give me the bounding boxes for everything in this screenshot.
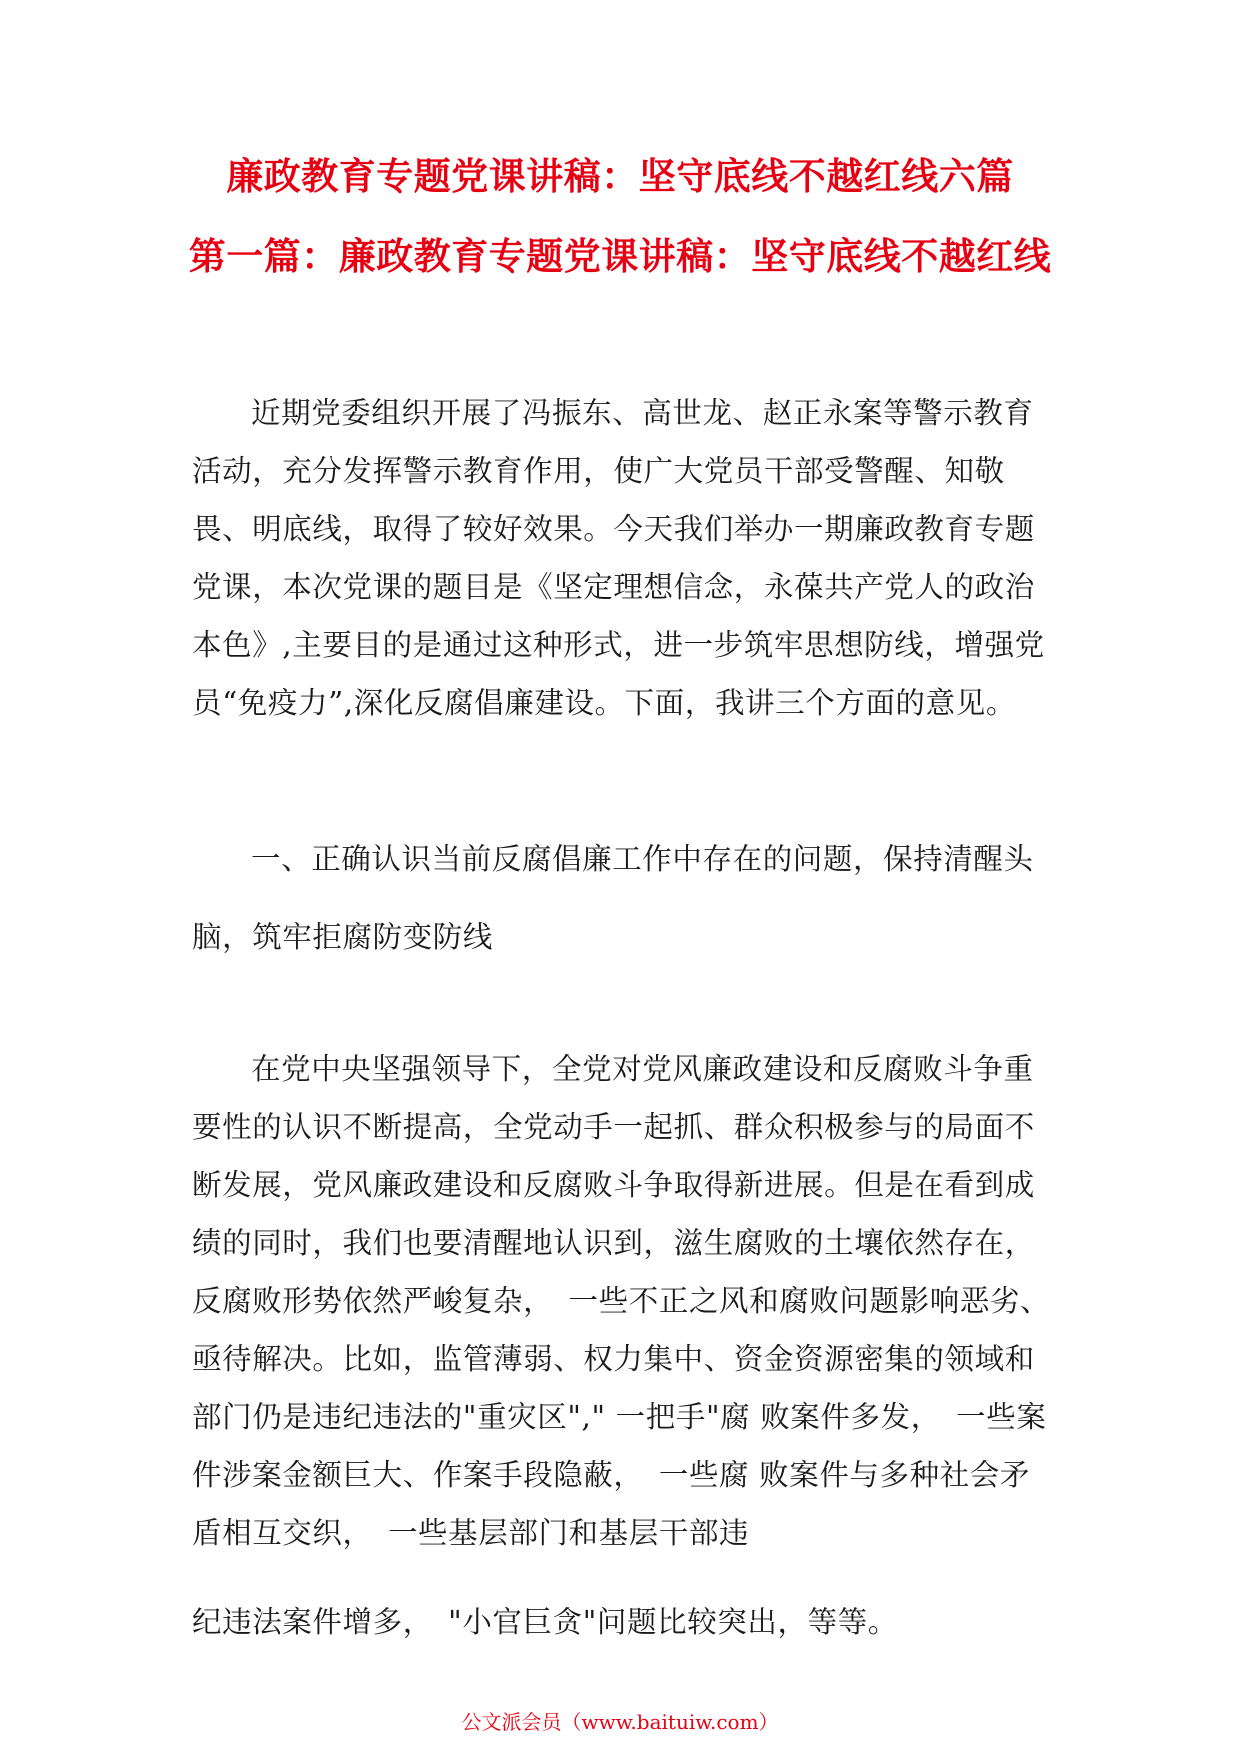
- footer-watermark: 公文派会员（www.baituiw.com）: [461, 1710, 779, 1734]
- paragraph-continuation: 纪违法案件增多， "小官巨贪"问题比较突出，等等。: [192, 1605, 898, 1639]
- paragraph-intro: 近期党委组织开展了冯振东、高世龙、赵正永案等警示教育活动，充分发挥警示教育作用，使广大党员干部受警醒、知敬畏、明底线，取得了较好效果。今天我们举办一期廉政教育专题党课，本次党课的题目是《坚定理想信念，永葆共产党人的政治本色》,主要目的是通过这种形式，进一步筑牢思想防线，增强党员“免疫力”,深化反腐倡廉建设。下面，我讲三个方面的意见。: [192, 396, 1045, 720]
- paragraph-body: 在党中央坚强领导下，全党对党风廉政建设和反腐败斗争重要性的认识不断提高，全党动手一起抓、群众积极参与的局面不断发展，党风廉政建设和反腐败斗争取得新进展。但是在看到成绩的同时，我们也要清醒地认识到，滋生腐败的土壤依然存在，反腐败形势依然严峻复杂， 一些不正之风和腐败问题影响恶劣、亟待解决。比如，监管薄弱、权力集中、资金资源密集的领域和部门仍是违纪违法的"重灾区"," 一把手"腐 败案件多发， 一些案件涉案金额巨大、作案手段隐蔽， 一些腐 败案件与多种社会矛盾相互交织， 一些基层部门和基层干部违: [192, 1052, 1051, 1550]
- document-title: 廉政教育专题党课讲稿：坚守底线不越红线六篇: [226, 155, 1014, 198]
- section-heading-1: 一、正确认识当前反腐倡廉工作中存在的问题，保持清醒头脑，筑牢拒腐防变防线: [192, 842, 1034, 954]
- document-subtitle: 第一篇：廉政教育专题党课讲稿：坚守底线不越红线: [188, 235, 1052, 278]
